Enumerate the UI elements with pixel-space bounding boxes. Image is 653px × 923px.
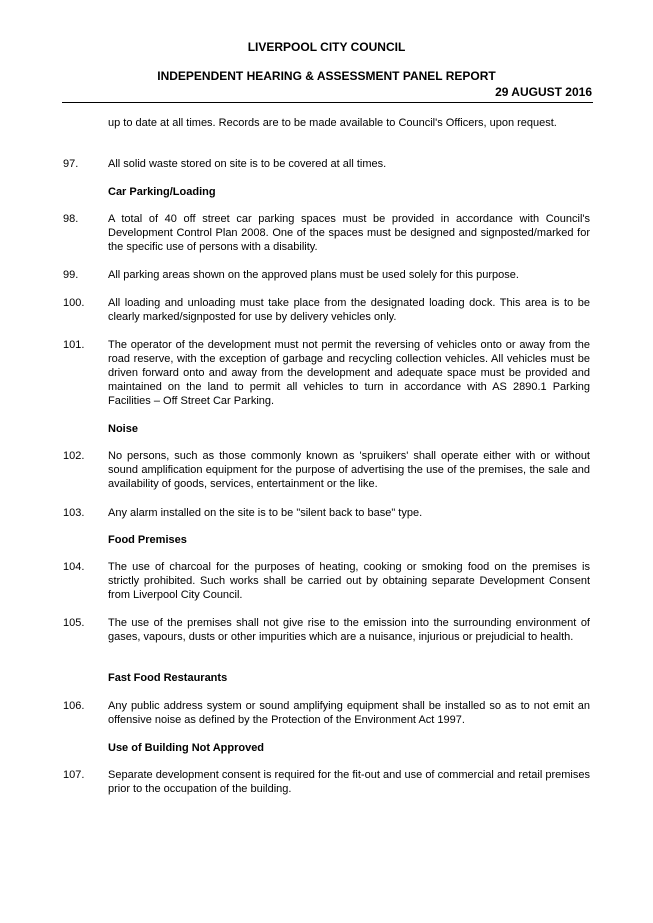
item-number: 106. [63, 700, 85, 712]
report-title: INDEPENDENT HEARING & ASSESSMENT PANEL REPORT [157, 69, 496, 83]
subheading-noise: Noise [108, 423, 138, 435]
subheading-fast-food: Fast Food Restaurants [108, 672, 228, 684]
item-number: 97. [63, 158, 79, 170]
item-text: All parking areas shown on the approved plans must be used solely for this purpose. [108, 269, 519, 281]
item-number: 105. [63, 617, 85, 629]
item-number: 99. [63, 269, 79, 281]
subheading-food-premises: Food Premises [108, 534, 187, 546]
subheading-use-of-building: Use of Building Not Approved [108, 742, 265, 754]
item-text: Any alarm installed on the site is to be "silent back to base" type. [108, 507, 423, 519]
report-date: 29 AUGUST 2016 [495, 85, 592, 99]
item-number: 103. [63, 507, 85, 519]
item-text: No persons, such as those commonly known as 'spruikers' shall operate either with or without sound amplification equipment for the purpose of advertising the use of the premises, the sale and availability of goods, services, entertainment or the like. [108, 450, 590, 490]
paragraph-continued: up to date at all times. Records are to be made available to Council's Officers, upon request. [108, 117, 557, 129]
item-text: All loading and unloading must take place from the designated loading dock. This area is to be clearly marked/signposted for use by delivery vehicles only. [108, 297, 590, 323]
item-text: The use of charcoal for the purposes of heating, cooking or smoking food on the premises is strictly prohibited. Such works shall be carried out by obtaining separate Development Consent from Liverpool City Council. [108, 561, 590, 601]
item-text: The use of the premises shall not give rise to the emission into the surrounding environment of gases, vapours, dusts or other impurities which are a nuisance, injurious or prejudicial to health. [108, 617, 590, 643]
council-title: LIVERPOOL CITY COUNCIL [247, 40, 406, 54]
item-text: The operator of the development must not permit the reversing of vehicles onto or away from the road reserve, with the exception of garbage and recycling collection vehicles. All vehicles must be driven forward onto and away from the development and adequate space must be provided and maintained on the land to permit all vehicles to turn in accordance with AS 2890.1 Parking Facilities – Off Street Car Parking. [108, 339, 590, 407]
item-number: 101. [63, 339, 85, 351]
item-text: All solid waste stored on site is to be covered at all times. [108, 158, 387, 170]
item-text: Any public address system or sound amplifying equipment shall be installed so as to not emit an offensive noise as defined by the Protection of the Environment Act 1997. [108, 700, 590, 726]
item-number: 98. [63, 213, 79, 225]
item-number: 104. [63, 561, 85, 573]
item-text: A total of 40 off street car parking spaces must be provided in accordance with Council's Development Control Plan 2008. One of the spaces must be designed and signposted/marked for the specific use of persons with a disability. [108, 213, 590, 253]
item-number: 107. [63, 769, 85, 781]
item-number: 102. [63, 450, 85, 462]
item-number: 100. [63, 297, 85, 309]
item-text: Separate development consent is required for the fit-out and use of commercial and retail premises prior to the occupation of the building. [108, 769, 590, 795]
header-rule [62, 102, 593, 103]
subheading-car-parking: Car Parking/Loading [108, 186, 216, 198]
